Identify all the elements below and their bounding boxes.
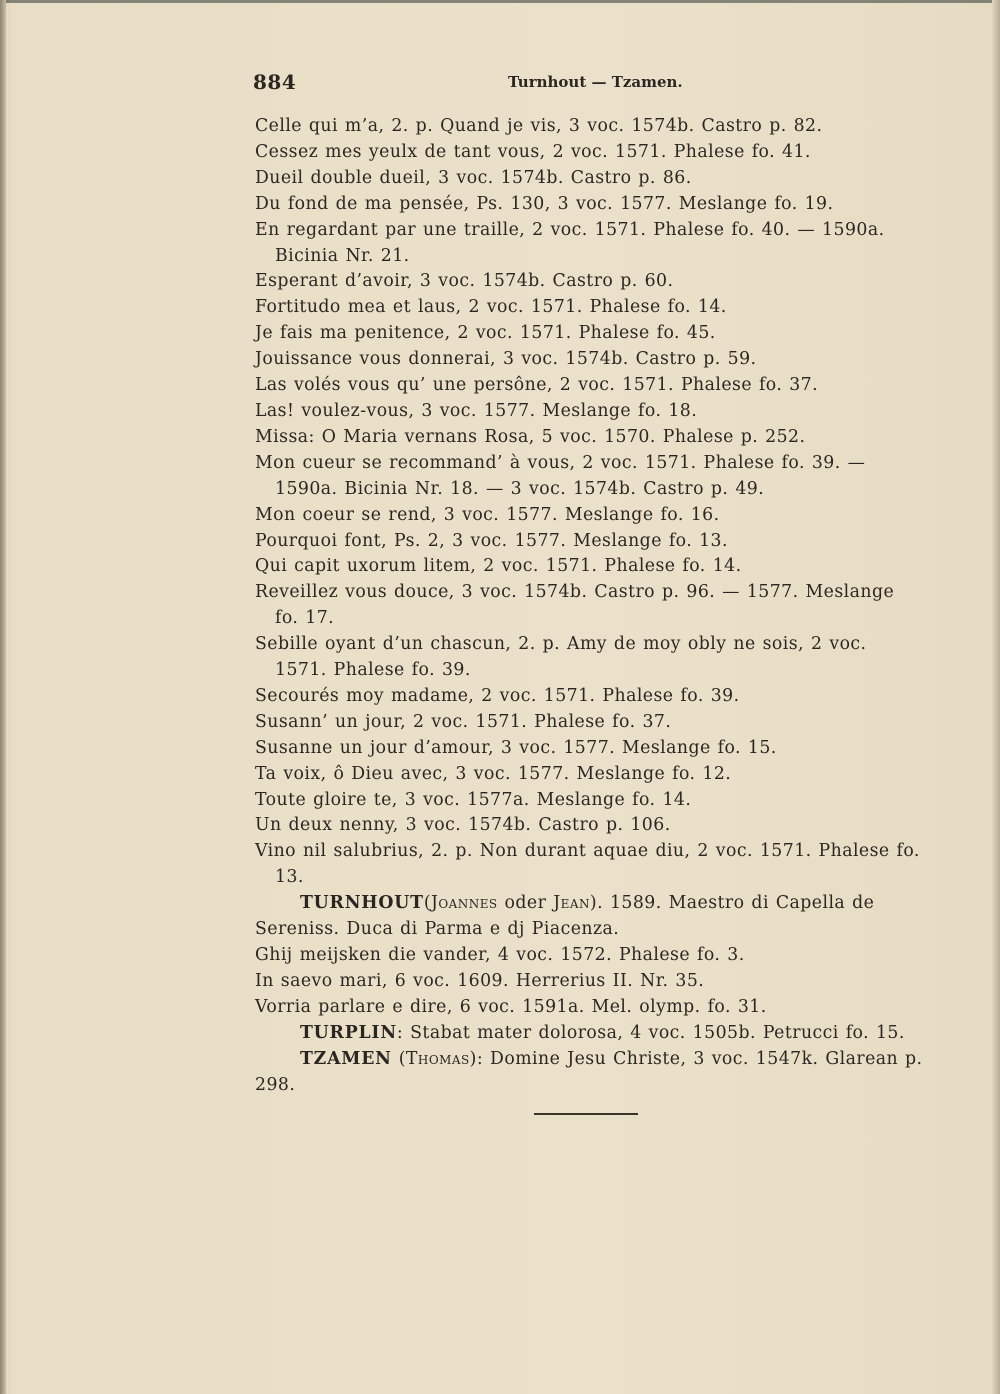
catalogue-entry: Missa: O Maria vernans Rosa, 5 voc. 1570. Phalese p. 252. (255, 426, 806, 447)
catalogue-entry: Vorria parlare e dire, 6 voc. 1591a. Mel. olymp. fo. 31. (255, 996, 767, 1017)
page-header (253, 70, 923, 100)
catalogue-entry: Reveillez vous douce, 3 voc. 1574b. Castro p. 96. — 1577. Meslange fo. 17. (255, 582, 895, 629)
catalogue-entry: Secourés moy madame, 2 voc. 1571. Phalese fo. 39. (255, 685, 740, 706)
catalogue-entry: In saevo mari, 6 voc. 1609. Herrerius II. Nr. 35. (255, 970, 705, 991)
catalogue-entry: Qui capit uxorum litem, 2 voc. 1571. Phalese fo. 14. (255, 556, 742, 577)
composer-name: TURNHOUT (300, 893, 424, 914)
section-end-rule (534, 1113, 638, 1115)
catalogue-entry: Du fond de ma pensée, Ps. 130, 3 voc. 1577. Meslange fo. 19. (255, 193, 834, 214)
page-number: 884 (253, 70, 297, 94)
catalogue-entry: Pourquoi font, Ps. 2, 3 voc. 1577. Meslange fo. 13. (255, 530, 728, 551)
catalogue-entry: Toute gloire te, 3 voc. 1577a. Meslange fo. 14. (255, 789, 692, 810)
composer-work: : Domine Jesu Christe, 3 voc. 1547k. Glarean p. 298. (255, 1048, 923, 1095)
composer-name: TURPLIN (300, 1022, 397, 1043)
connector-text: oder (497, 893, 554, 914)
punctuation: ( (423, 893, 432, 914)
running-title: Turnhout — Tzamen. (508, 73, 683, 91)
catalogue-entry: Susann’ un jour, 2 voc. 1571. Phalese fo. 37. (255, 711, 672, 732)
turnhout-works (255, 943, 923, 1021)
page-binding-edge (0, 0, 6, 1394)
catalogue-entry: Cessez mes yeulx de tant vous, 2 voc. 1571. Phalese fo. 41. (255, 141, 811, 162)
composer-name: TZAMEN (300, 1048, 392, 1069)
catalogue-entry: Ghij meijsken die vander, 4 voc. 1572. Phalese fo. 3. (255, 945, 745, 965)
given-name: Joannes (431, 893, 498, 914)
catalogue-entry: Vino nil salubrius, 2. p. Non durant aquae diu, 2 voc. 1571. Phalese fo. 13. (255, 841, 920, 888)
composer-work: : Stabat mater dolorosa, 4 voc. 1505b. Petrucci fo. 15. (396, 1022, 905, 1043)
catalogue-entry: Mon coeur se rend, 3 voc. 1577. Meslange fo. 16. (255, 504, 720, 525)
catalogue-entry: Sebille oyant d’un chascun, 2. p. Amy de moy obly ne sois, 2 voc. 1571. Phalese fo. 39. (255, 634, 867, 681)
catalogue-entry: Celle qui m’a, 2. p. Quand je vis, 3 voc. 1574b. Castro p. 82. (255, 116, 823, 136)
catalogue-entry: Je fais ma penitence, 2 voc. 1571. Phalese fo. 45. (255, 323, 716, 344)
catalogue-entry: Susanne un jour d’amour, 3 voc. 1577. Meslange fo. 15. (255, 737, 777, 758)
catalogue-entry: Esperant d’avoir, 3 voc. 1574b. Castro p. 60. (255, 271, 674, 292)
catalogue-entry: Dueil double dueil, 3 voc. 1574b. Castro p. 86. (255, 167, 692, 188)
catalogue-entry: Fortitudo mea et laus, 2 voc. 1571. Phalese fo. 14. (255, 297, 727, 318)
composer-paragraph-turplin (255, 1021, 923, 1047)
punctuation: ). (589, 893, 604, 914)
catalogue-entry: En regardant par une traille, 2 voc. 1571. Phalese fo. 40. — 1590a. Bicinia Nr. 21. (255, 219, 885, 266)
catalogue-entry: Un deux nenny, 3 voc. 1574b. Castro p. 106. (255, 815, 671, 836)
punctuation: ) (469, 1048, 477, 1069)
given-name: Thomas (405, 1048, 470, 1069)
composer-paragraph-turnhout (255, 891, 923, 943)
composer-paragraph-tzamen (255, 1047, 923, 1099)
entry-list (255, 114, 923, 891)
catalogue-entry: Jouissance vous donnerai, 3 voc. 1574b. Castro p. 59. (255, 349, 757, 370)
punctuation: ( (391, 1048, 406, 1069)
composer-bio: 1589. Maestro di Capella de Sereniss. Duca di Parma e dj Piacenza. (255, 893, 875, 940)
catalogue-entry: Mon cueur se recommand’ à vous, 2 voc. 1571. Phalese fo. 39. — 1590a. Bicinia Nr. 18. — 3 voc. 1574b. Castro p. 49. (255, 452, 866, 499)
catalogue-text (255, 114, 923, 1098)
catalogue-entry: Las! voulez-vous, 3 voc. 1577. Meslange fo. 18. (255, 400, 698, 421)
given-name: Jean (553, 893, 590, 914)
page-top-edge (0, 0, 1000, 3)
catalogue-entry: Ta voix, ô Dieu avec, 3 voc. 1577. Meslange fo. 12. (255, 763, 732, 784)
catalogue-entry: Las volés vous qu’ une persône, 2 voc. 1571. Phalese fo. 37. (255, 375, 819, 396)
page-outer-edge (992, 0, 1000, 1394)
